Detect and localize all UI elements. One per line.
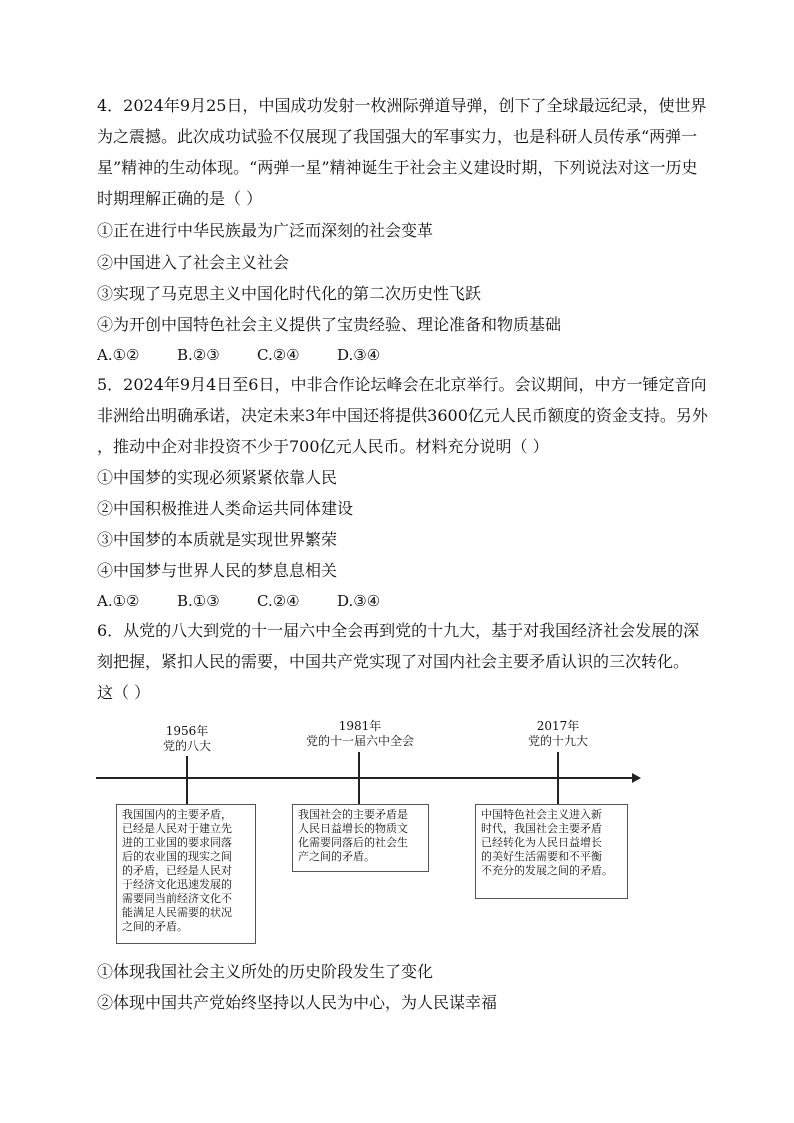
q6-statement: ①体现我国社会主义所处的历史阶段发生了变化 (97, 962, 434, 981)
q4-stem-line: 时期理解正确的是（ ） (97, 189, 263, 208)
timeline-event-1956: 党的八大 (162, 739, 211, 753)
q4-stem-line: 4．2024年9月25日，中国成功发射一枚洲际弹道导弹，创下了全球最远纪录，使世界 (97, 96, 707, 115)
box-line: 需要同当前经济文化不 (122, 892, 232, 905)
box-line: 时代，我国社会主要矛盾 (481, 822, 602, 835)
q4-statement: ③实现了马克思主义中国化时代化的第二次历史性飞跃 (97, 284, 482, 303)
box-line: 于经济文化迅速发展的 (122, 878, 232, 891)
box-line: 已经是人民对于建立先 (122, 822, 232, 835)
timeline-event-1981: 党的十一届六中全会 (305, 734, 414, 748)
timeline-year-1956: 1956年 (165, 724, 209, 738)
box-line: 之间的矛盾。 (122, 920, 188, 933)
box-line: 不充分的发展之间的矛盾。 (481, 864, 613, 877)
q6-stem-line: 这（ ） (97, 683, 151, 702)
q5-option-d[interactable]: D.③④ (337, 592, 381, 610)
q4-stem-line: 为之震撼。此次成功试验不仅展现了我国强大的军事实力，也是科研人员传承“两弹一 (97, 127, 698, 146)
q5-stem-line: 5．2024年9月4日至6日，中非合作论坛峰会在北京举行。会议期间，中方一锤定音向 (97, 375, 707, 394)
q4-option-b[interactable]: B.②③ (177, 346, 220, 364)
q4-statement: ②中国进入了社会主义社会 (97, 253, 290, 272)
q4-statement: ①正在进行中华民族最为广泛而深刻的社会变革 (97, 221, 434, 240)
box-line: 产之间的矛盾。 (298, 850, 375, 863)
box-line: 我国社会的主要矛盾是 (298, 808, 408, 821)
box-line: 我国国内的主要矛盾， (122, 808, 232, 821)
box-line: 进的工业国的要求同落 (122, 836, 232, 849)
q5-statement: ③中国梦的本质就是实现世界繁荣 (97, 530, 338, 549)
box-line: 已经转化为人民日益增长 (481, 836, 602, 849)
q5-options (97, 590, 380, 612)
q5-statement: ②中国积极推进人类命运共同体建设 (97, 499, 354, 518)
q5-option-a[interactable]: A.①② (97, 592, 140, 610)
q5-option-b[interactable]: B.①③ (177, 592, 220, 610)
q5-stem-line: 非洲给出明确承诺，决定未来3年中国还将提供3600亿元人民币额度的资金支持。另外 (97, 406, 708, 425)
q4-option-d[interactable]: D.③④ (337, 346, 381, 364)
q4-option-c[interactable]: C.②④ (257, 346, 300, 364)
timeline-box-1981 (292, 804, 429, 872)
q4-stem-line: 星”精神的生动体现。“两弹一星”精神诞生于社会主义建设时期，下列说法对这一历史 (97, 158, 698, 177)
box-line: 能满足人民需要的状况 (122, 906, 232, 919)
timeline-year-2017: 2017年 (536, 719, 580, 733)
q5-statement: ④中国梦与世界人民的梦息息相关 (97, 561, 338, 580)
q5-option-c[interactable]: C.②④ (257, 592, 300, 610)
timeline-marker-1956 (186, 756, 188, 804)
box-line: 的矛盾，已经是人民对 (122, 864, 232, 877)
timeline-box-2017 (475, 804, 628, 899)
box-line: 中国特色社会主义进入新 (481, 808, 602, 821)
box-line: 后的农业国的现实之间 (122, 850, 232, 863)
box-line: 人民日益增长的物质文 (298, 822, 408, 835)
q4-options (97, 344, 380, 366)
q4-statement: ④为开创中国特色社会主义提供了宝贵经验、理论准备和物质基础 (97, 315, 562, 334)
timeline-axis (96, 777, 634, 779)
timeline-year-1981: 1981年 (338, 719, 382, 733)
box-line: 化需要同落后的社会生 (298, 836, 408, 849)
box-line: 的美好生活需要和不平衡 (481, 850, 602, 863)
q4-option-a[interactable]: A.①② (97, 346, 140, 364)
timeline-box-1956 (116, 804, 256, 944)
q6-stem-line: 刻把握，紧扣人民的需要，中国共产党实现了对国内社会主要矛盾认识的三次转化。 (97, 652, 690, 671)
q6-statement: ②体现中国共产党始终坚持以人民为中心，为人民谋幸福 (97, 993, 498, 1012)
q5-stem-line: ，推动中企对非投资不少于700亿元人民币。材料充分说明（ ） (97, 437, 549, 456)
q6-stem-line: 6．从党的八大到党的十一届六中全会再到党的十九大，基于对我国经济社会发展的深 (97, 621, 700, 640)
q5-statement: ①中国梦的实现必须紧紧依靠人民 (97, 468, 338, 487)
timeline-event-2017: 党的十九大 (527, 734, 588, 748)
timeline-arrow-icon (632, 773, 641, 783)
